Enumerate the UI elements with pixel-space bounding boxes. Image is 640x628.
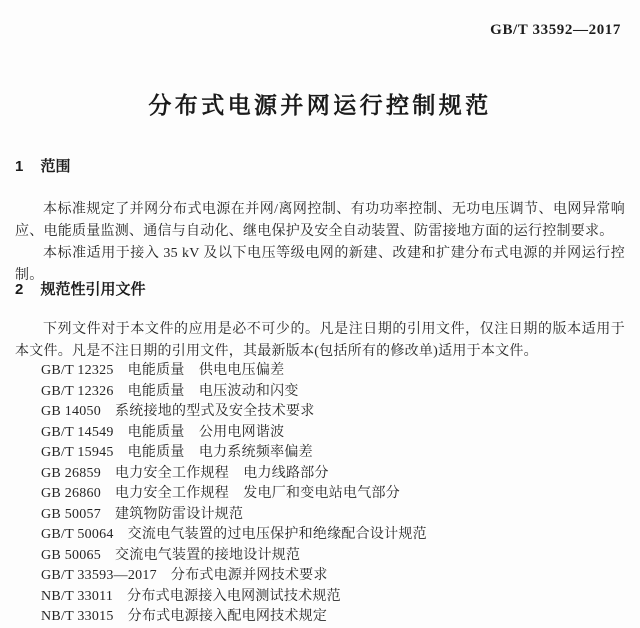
reference-item [41, 361, 427, 382]
reference-code: GB/T 12326 [41, 383, 114, 399]
reference-title: 电能质量 公用电网谐波 [127, 424, 285, 440]
reference-title: 分布式电源接入电网测试技术规范 [127, 588, 341, 604]
reference-item [41, 587, 427, 608]
section-2-body [15, 319, 625, 363]
section-2-title: 规范性引用文件 [40, 281, 146, 298]
reference-code: GB 26860 [41, 486, 101, 501]
reference-title: 电力安全工作规程 发电厂和变电站电气部分 [114, 486, 400, 501]
reference-item [41, 505, 427, 526]
reference-item [41, 443, 427, 464]
reference-title: 系统接地的型式及安全技术要求 [114, 404, 315, 419]
section-1-title: 范围 [40, 158, 71, 175]
section-2-number: 2 [15, 281, 24, 298]
reference-item [41, 566, 427, 587]
reference-title: 电能质量 供电电压偏差 [127, 363, 285, 378]
reference-item [41, 484, 427, 505]
reference-code: GB/T 15945 [41, 445, 114, 460]
reference-item [41, 382, 427, 403]
reference-title: 分布式电源并网技术要求 [170, 568, 328, 583]
reference-code: GB/T 50064 [41, 527, 114, 542]
reference-title: 交流电气装置的接地设计规范 [114, 547, 301, 563]
reference-title: 电能质量 电力系统频率偏差 [127, 445, 313, 460]
reference-item [41, 546, 427, 567]
reference-title: 交流电气装置的过电压保护和绝缘配合设计规范 [127, 527, 427, 542]
reference-title: 建筑物防雷设计规范 [114, 506, 244, 522]
reference-title: 电能质量 电压波动和闪变 [127, 383, 299, 399]
paragraph: 本标准规定了并网分布式电源在并网/离网控制、有功功率控制、无功电压调节、电网异常响应、电能质量监测、通信与自动化、继电保护及安全自动装置、防雷接地方面的运行控制要求。 [15, 202, 625, 239]
reference-code: GB 14050 [41, 404, 101, 419]
section-1-heading [15, 158, 71, 175]
reference-item [41, 402, 427, 423]
reference-code: NB/T 33015 [41, 609, 114, 624]
reference-code: GB/T 33593—2017 [41, 568, 157, 583]
reference-title: 电力安全工作规程 电力线路部分 [114, 465, 329, 481]
reference-code: GB 26859 [41, 465, 101, 481]
reference-code: GB/T 14549 [41, 424, 114, 440]
reference-code: NB/T 33011 [41, 588, 114, 604]
section-2-heading [15, 281, 146, 298]
reference-item [41, 525, 427, 546]
reference-code: GB/T 12325 [41, 363, 114, 378]
section-1-number: 1 [15, 158, 24, 175]
reference-item [41, 464, 427, 485]
section-1-body [15, 199, 625, 287]
document-title: 分布式电源并网运行控制规范 [148, 92, 492, 118]
reference-code: GB 50065 [41, 547, 101, 563]
standard-number: GB/T 33592—2017 [490, 22, 621, 38]
reference-item [41, 423, 427, 444]
paragraph: 本标准适用于接入 35 kV 及以下电压等级电网的新建、改建和扩建分布式电源的并网运行控制。 [15, 246, 625, 283]
paragraph: 下列文件对于本文件的应用是必不可少的。凡是注日期的引用文件，仅注日期的版本适用于本文件。凡是不注日期的引用文件，其最新版本(包括所有的修改单)适用于本文件。 [15, 322, 625, 359]
references-list [41, 361, 427, 628]
reference-title: 分布式电源接入配电网技术规定 [127, 609, 328, 624]
reference-code: GB 50057 [41, 506, 101, 522]
reference-item [41, 607, 427, 628]
